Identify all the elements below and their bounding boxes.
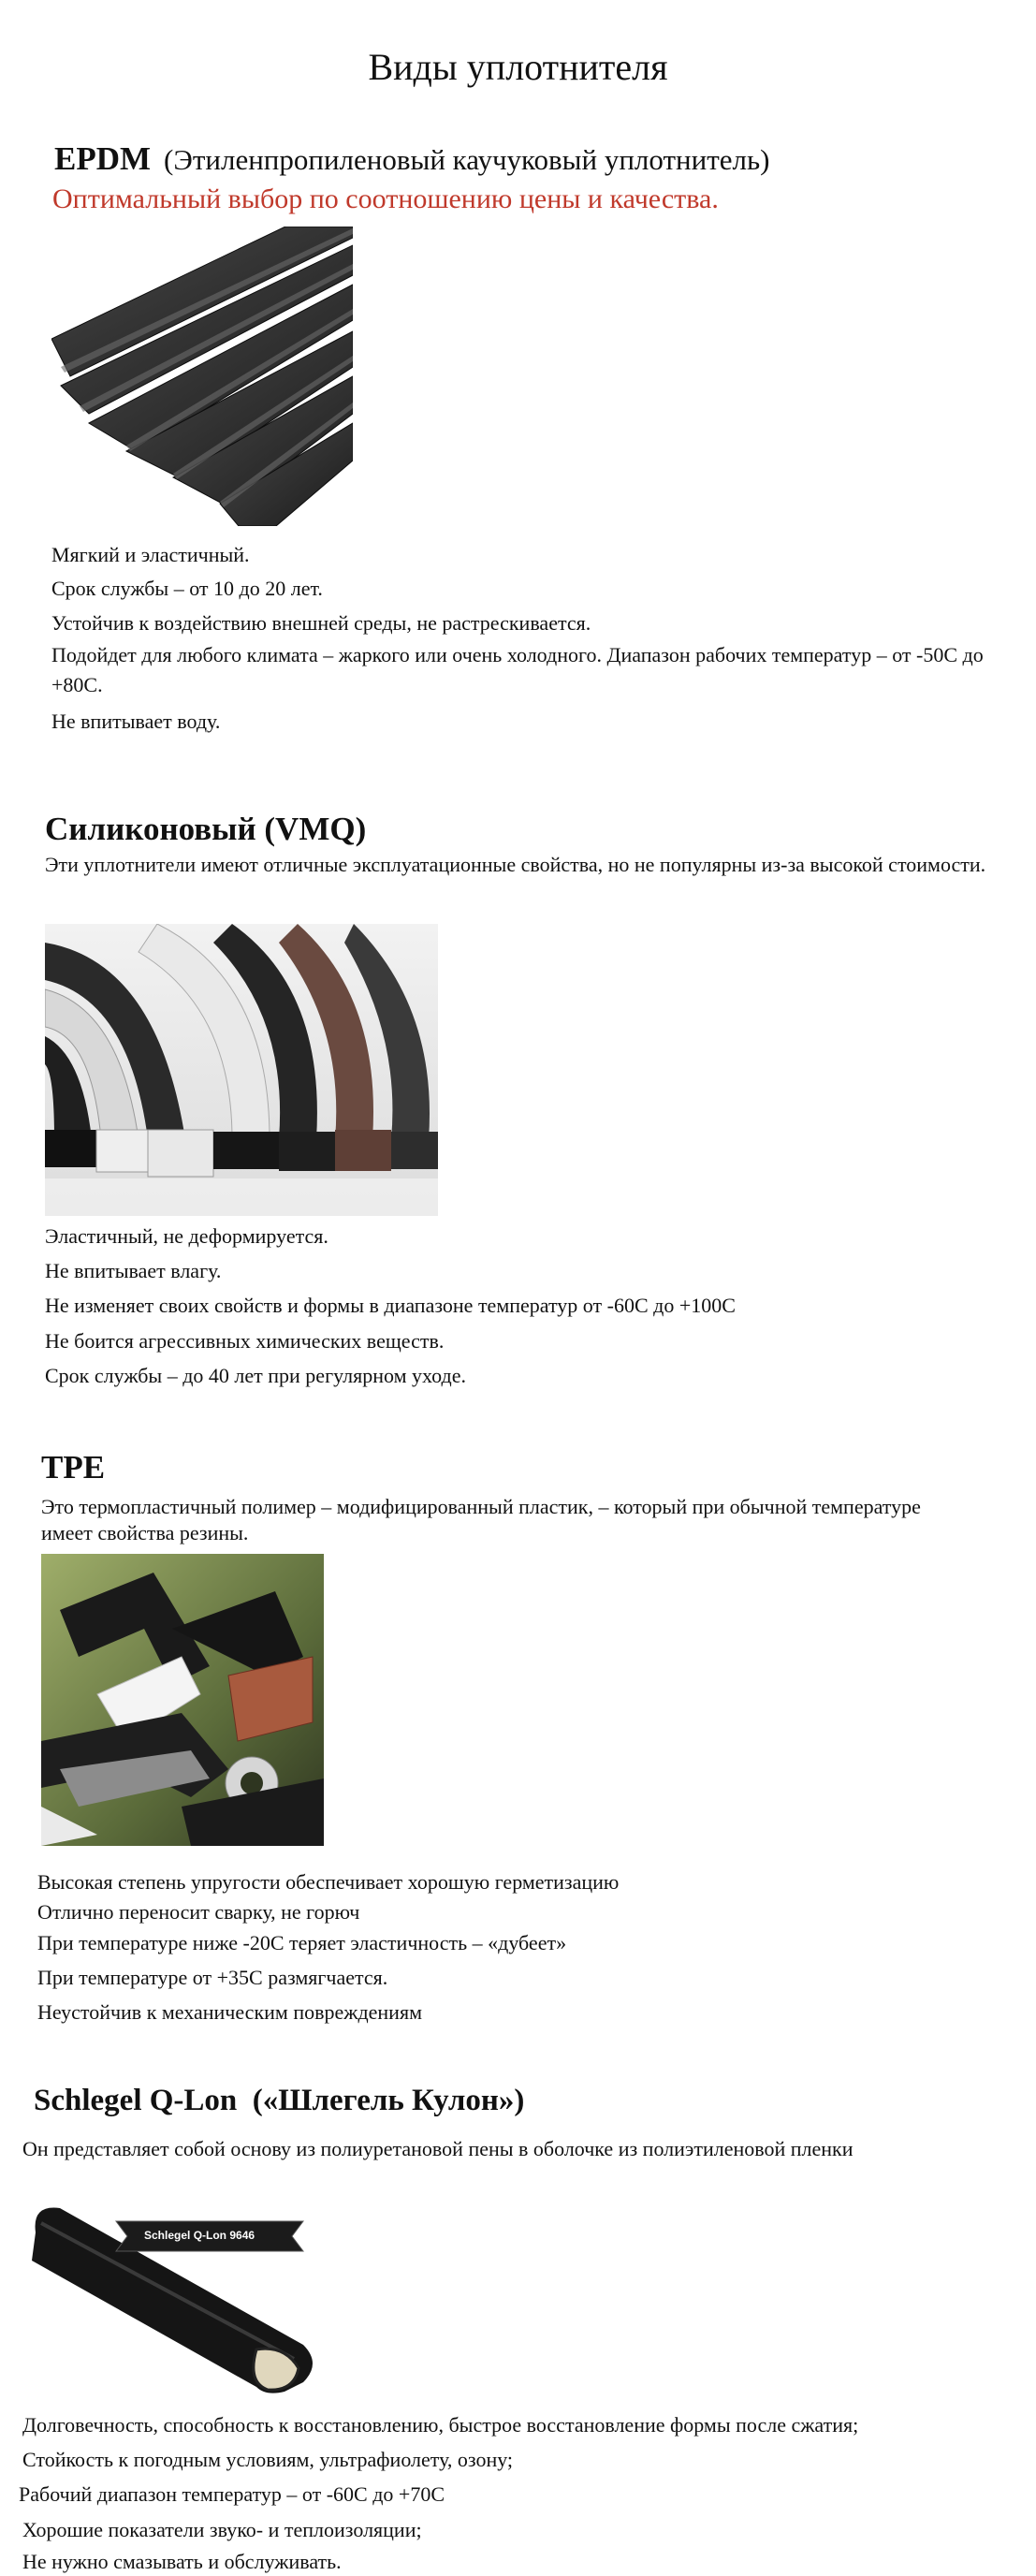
tpe-seal-photo xyxy=(41,1554,324,1846)
vmq-feature: Срок службы – до 40 лет при регулярном уходе. xyxy=(45,1364,466,1387)
qlon-title: Schlegel Q-Lon («Шлегель Кулон») xyxy=(34,2084,525,2117)
vmq-intro: Эти уплотнители имеют отличные эксплуатационные свойства, но не популярны из-за высокой стоимости. xyxy=(45,853,986,876)
tpe-intro: Это термопластичный полимер – модифицированный пластик, – который при обычной температуре имеет свойства резины. xyxy=(41,1495,921,1544)
vmq-feature: Не впитывает влагу. xyxy=(45,1259,222,1282)
epdm-tagline: Оптимальный выбор по соотношению цены и качества. xyxy=(52,183,719,214)
tpe-feature: Отлично переносит сварку, не горюч xyxy=(37,1900,360,1924)
vmq-feature: Эластичный, не деформируется. xyxy=(45,1224,328,1248)
vmq-seal-photo xyxy=(45,924,438,1216)
page-title: Виды уплотнителя xyxy=(368,46,668,88)
qlon-feature: Рабочий диапазон температур – от -60С до +70С xyxy=(19,2482,445,2506)
epdm-feature: Подойдет для любого климата – жаркого или очень холодного. Диапазон рабочих температур – от -50С до +80С. xyxy=(51,643,984,696)
tpe-feature: При температуре от +35С размягчается. xyxy=(37,1966,388,1989)
qlon-intro: Он представляет собой основу из полиуретановой пены в оболочке из полиэтиленовой пленки xyxy=(22,2137,854,2160)
qlon-feature: Долговечность, способность к восстановлению, быстрое восстановление формы после сжатия; xyxy=(22,2413,859,2437)
epdm-feature: Устойчив к воздействию внешней среды, не растрескивается. xyxy=(51,611,591,635)
vmq-feature: Не боится агрессивных химических веществ. xyxy=(45,1329,445,1353)
vmq-feature: Не изменяет своих свойств и формы в диапазоне температур от -60С до +100С xyxy=(45,1294,736,1317)
epdm-feature: Срок службы – от 10 до 20 лет. xyxy=(51,577,323,600)
tpe-title: TPE xyxy=(41,1449,106,1486)
epdm-seal-photo xyxy=(51,227,353,526)
vmq-title: Силиконовый (VMQ) xyxy=(45,811,367,847)
tpe-feature: Высокая степень упругости обеспечивает хорошую герметизацию xyxy=(37,1870,620,1894)
epdm-full-name: (Этиленпропиленовый каучуковый уплотнитель) xyxy=(164,143,770,176)
epdm-heading xyxy=(54,140,769,178)
qlon-feature: Хорошие показатели звуко- и теплоизоляции; xyxy=(22,2518,422,2541)
tpe-feature: Неустойчив к механическим повреждениям xyxy=(37,2000,422,2024)
qlon-product-label: Schlegel Q-Lon 9646 xyxy=(144,2229,255,2242)
qlon-feature: Стойкость к погодным условиям, ультрафиолету, озону; xyxy=(22,2448,514,2471)
qlon-seal-photo xyxy=(22,2195,322,2401)
tpe-feature: При температуре ниже -20С теряет эластичность – «дубеет» xyxy=(37,1931,567,1954)
qlon-feature: Не нужно смазывать и обслуживать. xyxy=(22,2550,342,2573)
epdm-feature: Мягкий и эластичный. xyxy=(51,543,250,566)
epdm-name: EPDM xyxy=(54,140,152,177)
epdm-feature: Не впитывает воду. xyxy=(51,710,221,733)
